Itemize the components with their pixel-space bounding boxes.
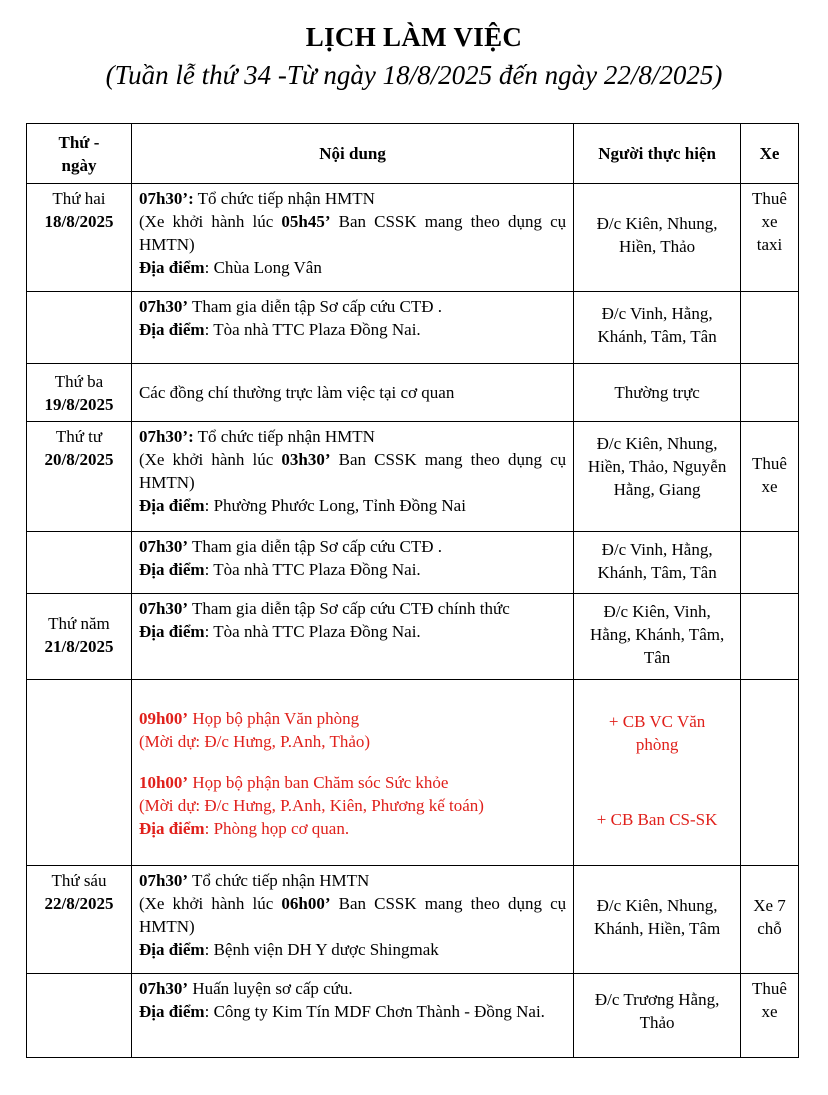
page-subtitle: (Tuần lễ thứ 34 -Từ ngày 18/8/2025 đến ngày 22/8/2025) bbox=[105, 60, 723, 90]
table-row bbox=[27, 184, 799, 292]
content-cell bbox=[131, 974, 573, 1058]
day-date: 21/8/2025 bbox=[44, 637, 114, 656]
day-cell bbox=[27, 866, 132, 974]
activity: Tổ chức tiếp nhận HMTN bbox=[193, 189, 375, 208]
day-date: 19/8/2025 bbox=[44, 395, 114, 414]
table-row bbox=[27, 866, 799, 974]
day-date: 22/8/2025 bbox=[44, 894, 114, 913]
departure-time: 03h30’ bbox=[281, 450, 331, 469]
activity: Tham gia diễn tập Sơ cấp cứu CTĐ . bbox=[188, 297, 443, 316]
location-label: Địa điểm bbox=[138, 320, 205, 339]
person-cell: Đ/c Kiên, Nhung, Hiền, Thảo, Nguyễn Hằng, Giang bbox=[574, 422, 741, 532]
table-row bbox=[27, 594, 799, 680]
activity: Tham gia diễn tập Sơ cấp cứu CTĐ . bbox=[188, 537, 443, 556]
location-value: : Tòa nhà TTC Plaza Đồng Nai. bbox=[204, 320, 421, 339]
meeting-title: Họp bộ phận ban Chăm sóc Sức khỏe bbox=[188, 773, 449, 792]
location-label: Địa điểm bbox=[138, 622, 205, 641]
activity: Huấn luyện sơ cấp cứu. bbox=[188, 979, 353, 998]
header-content: Nội dung bbox=[131, 124, 573, 184]
time: 07h30’ bbox=[138, 871, 189, 890]
table-row bbox=[27, 974, 799, 1058]
person-cell: Đ/c Kiên, Vinh, Hằng, Khánh, Tâm, Tân bbox=[574, 594, 741, 680]
day-cell bbox=[27, 184, 132, 292]
car-cell bbox=[741, 364, 799, 422]
day-date: 20/8/2025 bbox=[44, 450, 114, 469]
attendee-group: + CB VC Văn phòng bbox=[608, 712, 706, 754]
note-text: (Xe khởi hành lúc bbox=[138, 450, 282, 469]
day-cell bbox=[27, 594, 132, 680]
time: 07h30’ bbox=[138, 979, 189, 998]
content-cell bbox=[131, 680, 573, 866]
day-name: Thứ tư bbox=[55, 427, 103, 446]
content-cell bbox=[131, 866, 573, 974]
activity: Tham gia diễn tập Sơ cấp cứu CTĐ chính thức bbox=[188, 599, 510, 618]
note-text: (Xe khởi hành lúc bbox=[138, 212, 282, 231]
schedule-table bbox=[26, 123, 799, 1058]
content-cell bbox=[131, 594, 573, 680]
day-name: Thứ hai bbox=[52, 189, 106, 208]
day-cell bbox=[27, 532, 132, 594]
note-text: (Xe khởi hành lúc bbox=[138, 894, 282, 913]
time: 07h30’ bbox=[138, 537, 189, 556]
meeting-invite: (Mời dự: Đ/c Hưng, P.Anh, Kiên, Phương kế toán) bbox=[138, 796, 484, 815]
day-name: Thứ năm bbox=[48, 614, 110, 633]
note-text: Ban CSSK mang theo dụng cụ HMTN) bbox=[138, 450, 567, 492]
departure-time: 05h45’ bbox=[281, 212, 331, 231]
meeting-time: 10h00’ bbox=[138, 773, 189, 792]
car-cell bbox=[741, 532, 799, 594]
day-cell bbox=[27, 974, 132, 1058]
table-header-row bbox=[27, 124, 799, 184]
car-cell bbox=[741, 680, 799, 866]
car-cell bbox=[741, 594, 799, 680]
location-label: Địa điểm bbox=[138, 940, 205, 959]
location-value: : Chùa Long Vân bbox=[204, 258, 322, 277]
day-cell bbox=[27, 364, 132, 422]
location-value: : Tòa nhà TTC Plaza Đồng Nai. bbox=[204, 560, 421, 579]
table-row bbox=[27, 292, 799, 364]
header-person: Người thực hiện bbox=[574, 124, 741, 184]
time: 07h30’: bbox=[138, 427, 194, 446]
attendee-group: + CB Ban CS-SK bbox=[596, 810, 718, 829]
time: 07h30’ bbox=[138, 297, 189, 316]
note-text: Ban CSSK mang theo dụng cụ HMTN) bbox=[138, 212, 567, 254]
car-cell bbox=[741, 292, 799, 364]
location-label: Địa điểm bbox=[138, 258, 205, 277]
meeting-invite: (Mời dự: Đ/c Hưng, P.Anh, Thảo) bbox=[138, 732, 371, 751]
table-row bbox=[27, 532, 799, 594]
activity: Tổ chức tiếp nhận HMTN bbox=[193, 427, 375, 446]
day-cell bbox=[27, 422, 132, 532]
person-cell: Thường trực bbox=[574, 364, 741, 422]
departure-time: 06h00’ bbox=[281, 894, 331, 913]
time: 07h30’: bbox=[138, 189, 194, 208]
car-cell: Thuê xe taxi bbox=[741, 184, 799, 292]
location-value: : Bệnh viện DH Y dược Shingmak bbox=[204, 940, 439, 959]
location-value: : Tòa nhà TTC Plaza Đồng Nai. bbox=[204, 622, 421, 641]
day-date: 18/8/2025 bbox=[44, 212, 114, 231]
time: 07h30’ bbox=[138, 599, 189, 618]
location-label: Địa điểm bbox=[138, 496, 205, 515]
content-cell bbox=[131, 422, 573, 532]
day-name: Thứ ba bbox=[54, 372, 104, 391]
content-cell bbox=[131, 184, 573, 292]
activity: Tổ chức tiếp nhận HMTN bbox=[188, 871, 370, 890]
person-cell: Đ/c Vinh, Hằng, Khánh, Tâm, Tân bbox=[574, 532, 741, 594]
location-value: : Công ty Kim Tín MDF Chơn Thành - Đồng Nai. bbox=[204, 1002, 545, 1021]
activity: Các đồng chí thường trực làm việc tại cơ quan bbox=[138, 383, 455, 402]
person-cell: Đ/c Kiên, Nhung, Khánh, Hiền, Tâm bbox=[574, 866, 741, 974]
content-cell bbox=[131, 364, 573, 422]
person-cell bbox=[574, 680, 741, 866]
person-cell: Đ/c Trương Hằng, Thảo bbox=[574, 974, 741, 1058]
meeting-time: 09h00’ bbox=[138, 709, 189, 728]
table-row bbox=[27, 364, 799, 422]
location-label: Địa điểm bbox=[138, 1002, 205, 1021]
header-car: Xe bbox=[741, 124, 799, 184]
table-row bbox=[27, 680, 799, 866]
day-cell bbox=[27, 680, 132, 866]
person-cell: Đ/c Kiên, Nhung, Hiền, Thảo bbox=[574, 184, 741, 292]
content-cell bbox=[131, 532, 573, 594]
location-value: : Phòng họp cơ quan. bbox=[204, 819, 350, 838]
person-cell: Đ/c Vinh, Hằng, Khánh, Tâm, Tân bbox=[574, 292, 741, 364]
header-day: Thứ - ngày bbox=[27, 124, 132, 184]
day-name: Thứ sáu bbox=[51, 871, 107, 890]
car-cell: Xe 7 chỗ bbox=[741, 866, 799, 974]
meeting-title: Họp bộ phận Văn phòng bbox=[188, 709, 360, 728]
table-row bbox=[27, 422, 799, 532]
day-cell bbox=[27, 292, 132, 364]
car-cell: Thuê xe bbox=[741, 974, 799, 1058]
location-label: Địa điểm bbox=[138, 560, 205, 579]
location-value: : Phường Phước Long, Tỉnh Đồng Nai bbox=[204, 496, 466, 515]
note-text: Ban CSSK mang theo dụng cụ HMTN) bbox=[138, 894, 567, 936]
location-label: Địa điểm bbox=[138, 819, 205, 838]
page-title: LỊCH LÀM VIỆC bbox=[305, 22, 523, 52]
car-cell: Thuê xe bbox=[741, 422, 799, 532]
content-cell bbox=[131, 292, 573, 364]
